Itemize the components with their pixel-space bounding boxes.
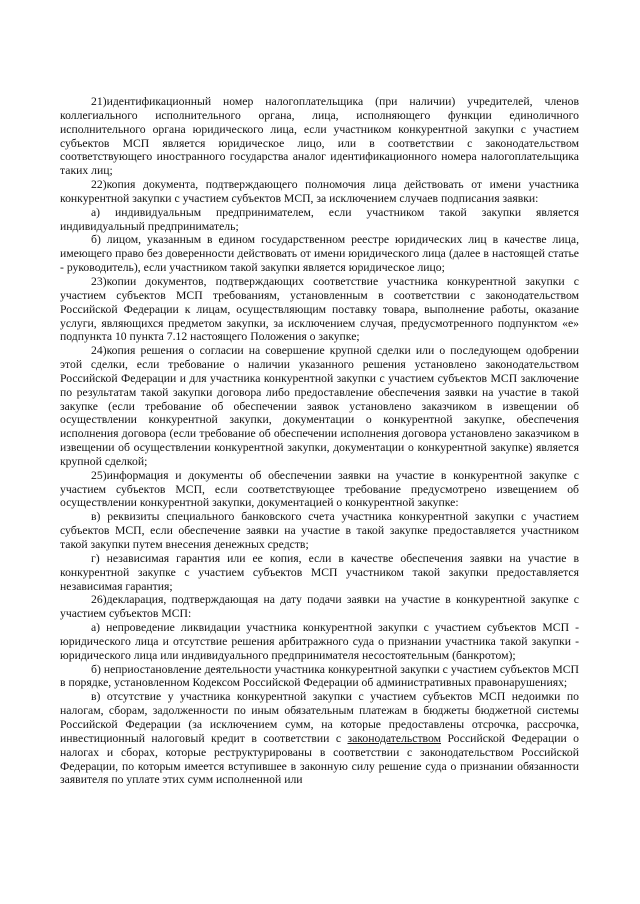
paragraph-subitem-25v: в) реквизиты специального банковского счета участника конкурентной закупки с участием субъектов МСП, если обеспечение заявки на участие в такой закупке предоставляется участником такой закупки путем внесения денежных средств;: [60, 510, 579, 551]
paragraph-text-after-link: Российской Федерации о налогах и сборах, которые реструктурированы в соответствии с законодательством Российской Федерации, по которым имеется вступившее в законную силу решение суда о признании обязанности заявителя по уплате этих сумм исполненной или: [60, 731, 580, 787]
legislation-link[interactable]: законодательством: [347, 731, 442, 745]
paragraph-item-24: 24)копия решения о согласии на совершение крупной сделки или о последующем одобрении этой сделки, если требование о наличии указанного решения установлено законодательством Российской Федерации и для участника конкурентной закупки с участием субъектов МСП заключение по результатам такой закупки договора либо предоставление обеспечения заявки на участие в такой закупке (если требование об обеспечении заявок установлено заказчиком в извещении об осуществлении конкурентной закупки, документации о конкурентной закупке, обеспечения исполнения договора (если требование об обеспечении исполнения договора установлено заказчиком в извещении об осуществлении конкурентной закупки, документации о конкурентной закупке) является крупной сделкой;: [60, 344, 579, 468]
paragraph-subitem-26b: б) неприостановление деятельности участника конкурентной закупки с участием субъектов МСП в порядке, установленном Кодексом Российской Федерации об административных правонарушениях;: [60, 662, 579, 690]
paragraph-subitem-26a: а) непроведение ликвидации участника конкурентной закупки с участием субъектов МСП - юридического лица и отсутствие решения арбитражного суда о признании участника такой закупки - юридического лица или индивидуального предпринимателя несостоятельным (банкротом);: [60, 621, 579, 662]
paragraph-subitem-22a: а) индивидуальным предпринимателем, если участником такой закупки является индивидуальный предприниматель;: [60, 205, 579, 233]
paragraph-subitem-22b: б) лицом, указанным в едином государственном реестре юридических лиц в качестве лица, имеющего право без доверенности действовать от имени юридического лица (далее в настоящей статье - руководитель), если участником такой закупки является юридическое лицо;: [60, 233, 579, 275]
paragraph-item-23: 23)копии документов, подтверждающих соответствие участника конкурентной закупки с участием субъектов МСП требованиям, установленным в соответствии с законодательством Российской Федерации к лицам, осуществляющим поставку товара, выполнение работы, оказание услуги, являющихся предметом закупки, за исключением случая, предусмотренного подпунктом «е» подпункта 10 пункта 7.12 настоящего Положения о закупке;: [60, 274, 579, 344]
paragraph-subitem-26v: [60, 690, 579, 787]
paragraph-item-25: 25)информация и документы об обеспечении заявки на участие в конкурентной закупке с участием субъектов МСП, если соответствующее требование предусмотрено извещением об осуществлении конкурентной закупки, документацией о конкурентной закупке:: [60, 468, 579, 510]
paragraph-text-before-link: в) отсутствие у участника конкурентной закупки с участием субъектов МСП недоимки по налогам, сборам, задолженности по иным обязательным платежам в бюджеты бюджетной системы Российской Федерации (за исключением сумм, на которые предоставлены отсрочка, рассрочка, инвестиционный налоговый кредит в соответствии с: [60, 690, 579, 745]
paragraph-subitem-25g: г) независимая гарантия или ее копия, если в качестве обеспечения заявки на участие в конкурентной закупке с участием субъектов МСП участником такой закупки предоставляется независимая гарантия;: [60, 551, 579, 593]
document-page: [60, 95, 579, 787]
paragraph-item-22: 22)копия документа, подтверждающего полномочия лица действовать от имени участника конкурентной закупки с участием субъектов МСП, за исключением случаев подписания заявки:: [60, 178, 579, 205]
paragraph-item-26: 26)декларация, подтверждающая на дату подачи заявки на участие в конкурентной закупке с участием субъектов МСП:: [60, 593, 579, 621]
paragraph-item-21: 21)идентификационный номер налогоплательщика (при наличии) учредителей, членов коллегиального исполнительного органа, лица, исполняющего функции единоличного исполнительного органа юридического лица, если участником конкурентной закупки с участием субъектов МСП является юридическое лицо, или в соответствии с законодательством соответствующего иностранного государства аналог идентификационного номера налогоплательщика таких лиц;: [60, 95, 579, 178]
